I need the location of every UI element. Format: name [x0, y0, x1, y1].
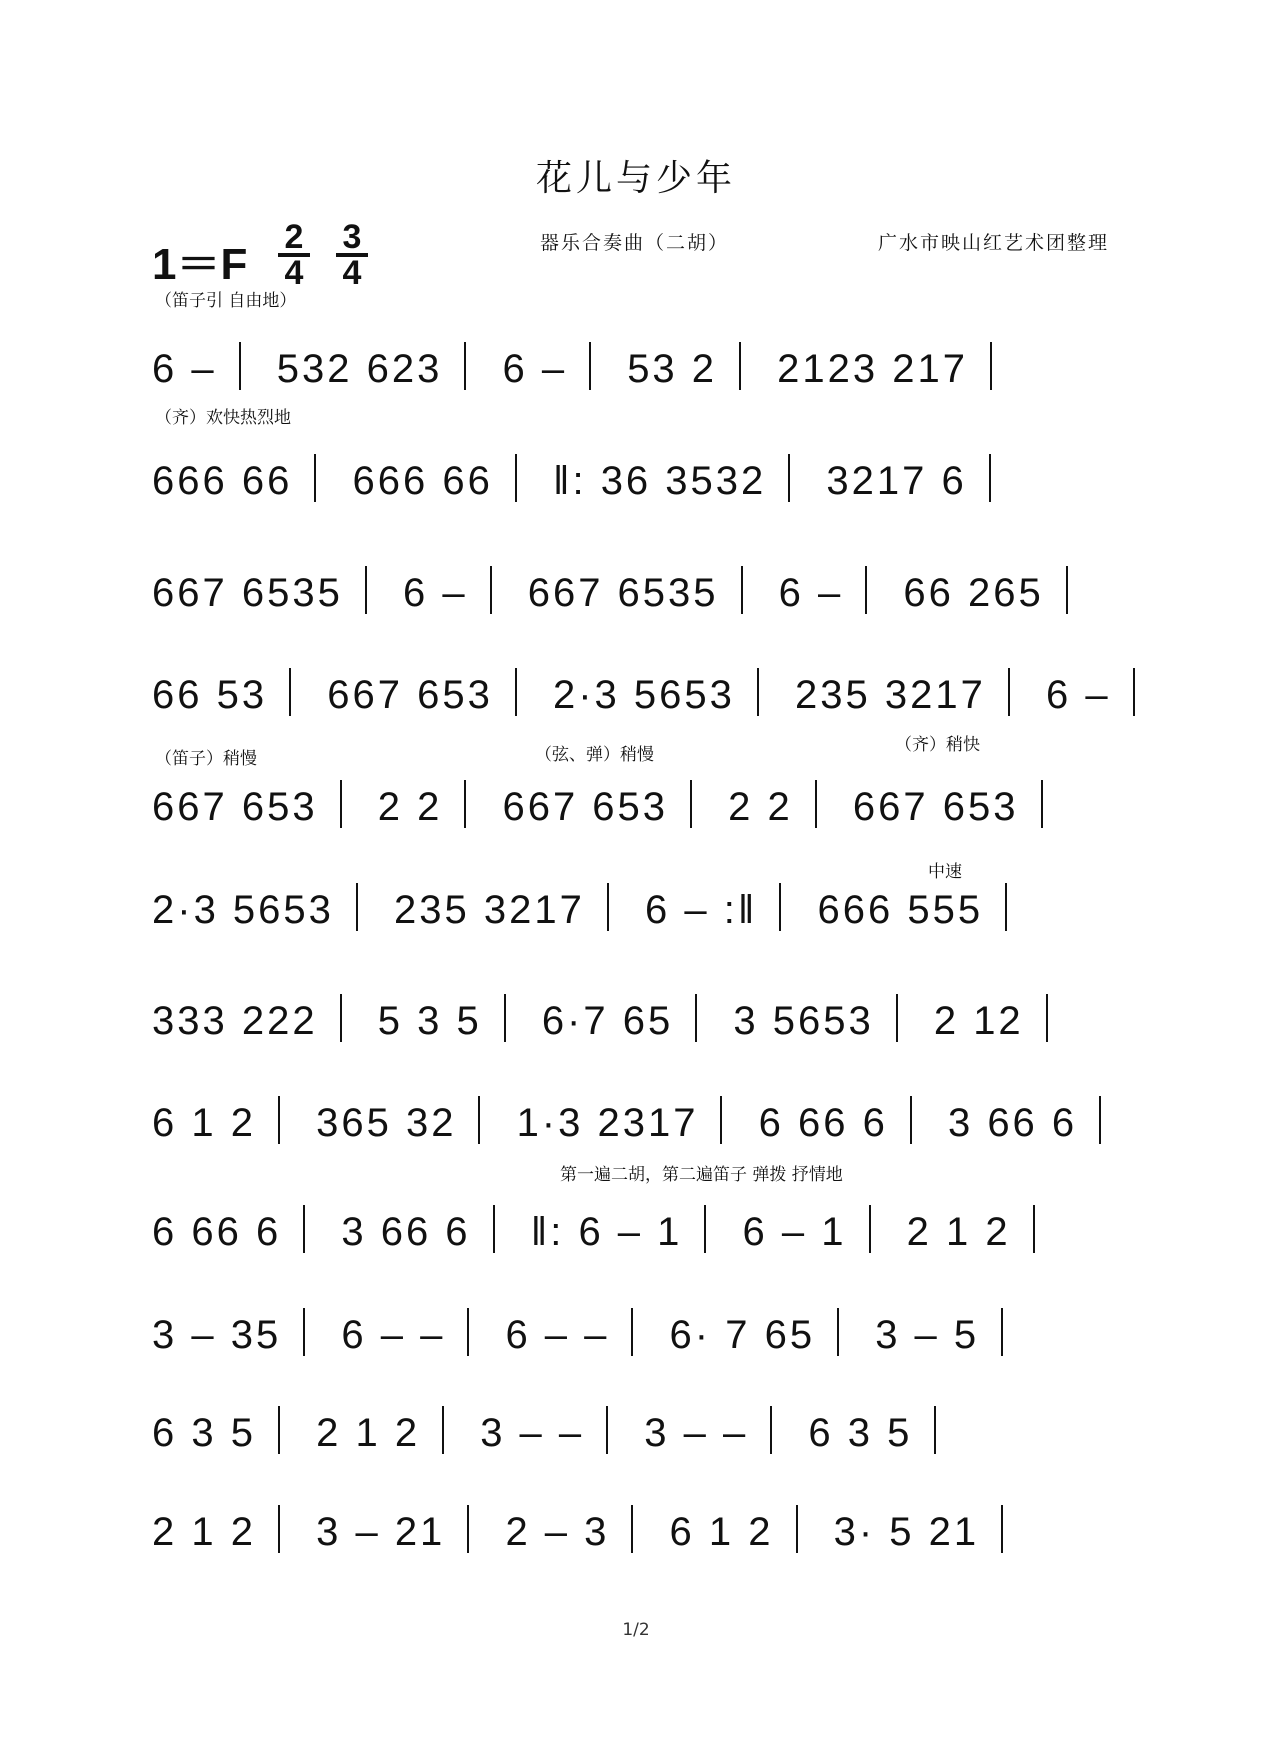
measure: 667 653 — [327, 673, 493, 717]
time-signature-3-4 — [334, 218, 370, 292]
notation-line-8 — [152, 1096, 1123, 1146]
notation-line-10 — [152, 1308, 1025, 1358]
measure: 666 555 — [817, 888, 984, 932]
page-number: 1/2 — [622, 1620, 650, 1640]
annotation-tutti-faster: （齐）稍快 — [895, 735, 980, 755]
key-signature: 1＝F — [152, 240, 248, 289]
measure: 66 265 — [903, 571, 1044, 615]
measure: 2 1 2 — [316, 1411, 421, 1455]
measure: 6 66 6 — [152, 1210, 282, 1254]
measure: 667 6535 — [527, 571, 719, 615]
notation-line-11 — [152, 1406, 958, 1456]
time-sig-top: 2 — [284, 218, 304, 256]
measure: 667 653 — [502, 785, 669, 829]
measure: ‖: 36 3532 — [552, 459, 767, 503]
measure: 6 3 5 — [152, 1411, 256, 1455]
annotation-intro: （笛子引 自由地） — [155, 291, 297, 311]
measure: 666 66 — [152, 459, 293, 503]
measure: 6 1 2 — [152, 1101, 256, 1145]
measure: 3 66 6 — [341, 1210, 471, 1254]
notation-line-1 — [152, 342, 1014, 392]
measure: 6 – — [402, 571, 468, 615]
measure: 333 222 — [152, 999, 318, 1043]
notation-line-6 — [152, 883, 1029, 933]
measure: 53 2 — [627, 347, 718, 391]
song-title: 花儿与少年 — [535, 158, 736, 199]
measure: 2 1 2 — [906, 1210, 1011, 1254]
measure: 3 – – — [480, 1411, 585, 1455]
measure: 365 32 — [316, 1101, 457, 1145]
measure: 3 – 5 — [875, 1313, 980, 1357]
measure: 3 – 21 — [316, 1510, 446, 1554]
measure: 3 – – — [644, 1411, 749, 1455]
measure: 3· 5 21 — [833, 1510, 980, 1554]
time-signature-2-4 — [276, 218, 312, 292]
annotation-repeat-note: 第一遍二胡，第二遍笛子 弹拨 抒情地 — [560, 1165, 843, 1185]
subtitle: 器乐合奏曲（二胡） — [540, 232, 730, 254]
measure: 6 – — [502, 347, 568, 391]
measure: 666 66 — [352, 459, 493, 503]
annotation-flute-slower: （笛子）稍慢 — [155, 749, 257, 769]
measure: 2 12 — [933, 999, 1024, 1043]
measure: 3217 6 — [826, 459, 967, 503]
measure: 532 623 — [276, 347, 443, 391]
measure: 235 3217 — [795, 673, 986, 717]
measure: 2123 217 — [777, 347, 969, 391]
notation-line-12 — [152, 1505, 1025, 1555]
measure: 6 66 6 — [758, 1101, 888, 1145]
measure: 6· 7 65 — [669, 1313, 816, 1357]
measure: 1·3 2317 — [516, 1101, 699, 1145]
annotation-tutti-lively: （齐）欢快热烈地 — [155, 408, 291, 428]
measure: 6 1 2 — [669, 1510, 774, 1554]
measure: 6 – — [778, 571, 844, 615]
measure: 235 3217 — [394, 888, 585, 932]
notation-line-9 — [152, 1205, 1057, 1255]
time-sig-bottom: 4 — [342, 254, 362, 292]
measure: 6 – :‖ — [645, 888, 758, 932]
annotation-moderato: 中速 — [928, 862, 962, 882]
measure: 3 – 35 — [152, 1313, 282, 1357]
time-sig-bottom: 4 — [284, 254, 304, 292]
notation-line-3 — [152, 566, 1090, 616]
measure: 3 66 6 — [947, 1101, 1078, 1145]
measure: 6·7 65 — [541, 999, 674, 1043]
measure: 2 1 2 — [152, 1510, 256, 1554]
measure: 667 653 — [152, 785, 318, 829]
arranger: 广水市映山红艺术团整理 — [878, 232, 1110, 254]
measure: 2·3 5653 — [152, 888, 334, 932]
measure: 3 5653 — [733, 999, 874, 1043]
annotation-strings-slower: （弦、弹）稍慢 — [535, 745, 654, 765]
measure: 6 – — [1045, 673, 1111, 717]
measure: 6 – 1 — [742, 1210, 847, 1254]
measure: 667 6535 — [152, 571, 343, 615]
notation-line-5 — [152, 780, 1065, 830]
measure: 6 3 5 — [808, 1411, 913, 1455]
measure: 2 2 — [377, 785, 443, 829]
measure: 6 – – — [341, 1313, 446, 1357]
measure: 6 – — [152, 347, 217, 391]
measure: 2·3 5653 — [552, 673, 735, 717]
time-sig-top: 3 — [342, 218, 362, 256]
measure: 2 – 3 — [505, 1510, 610, 1554]
measure: 5 3 5 — [377, 999, 482, 1043]
measure: 66 53 — [152, 673, 268, 717]
notation-line-7 — [152, 994, 1070, 1044]
measure: ‖: 6 – 1 — [530, 1210, 683, 1254]
measure: 667 653 — [852, 785, 1019, 829]
notation-line-4 — [152, 668, 1157, 718]
measure: 6 – – — [505, 1313, 610, 1357]
measure: 2 2 — [728, 785, 793, 829]
notation-line-2 — [152, 454, 1013, 504]
